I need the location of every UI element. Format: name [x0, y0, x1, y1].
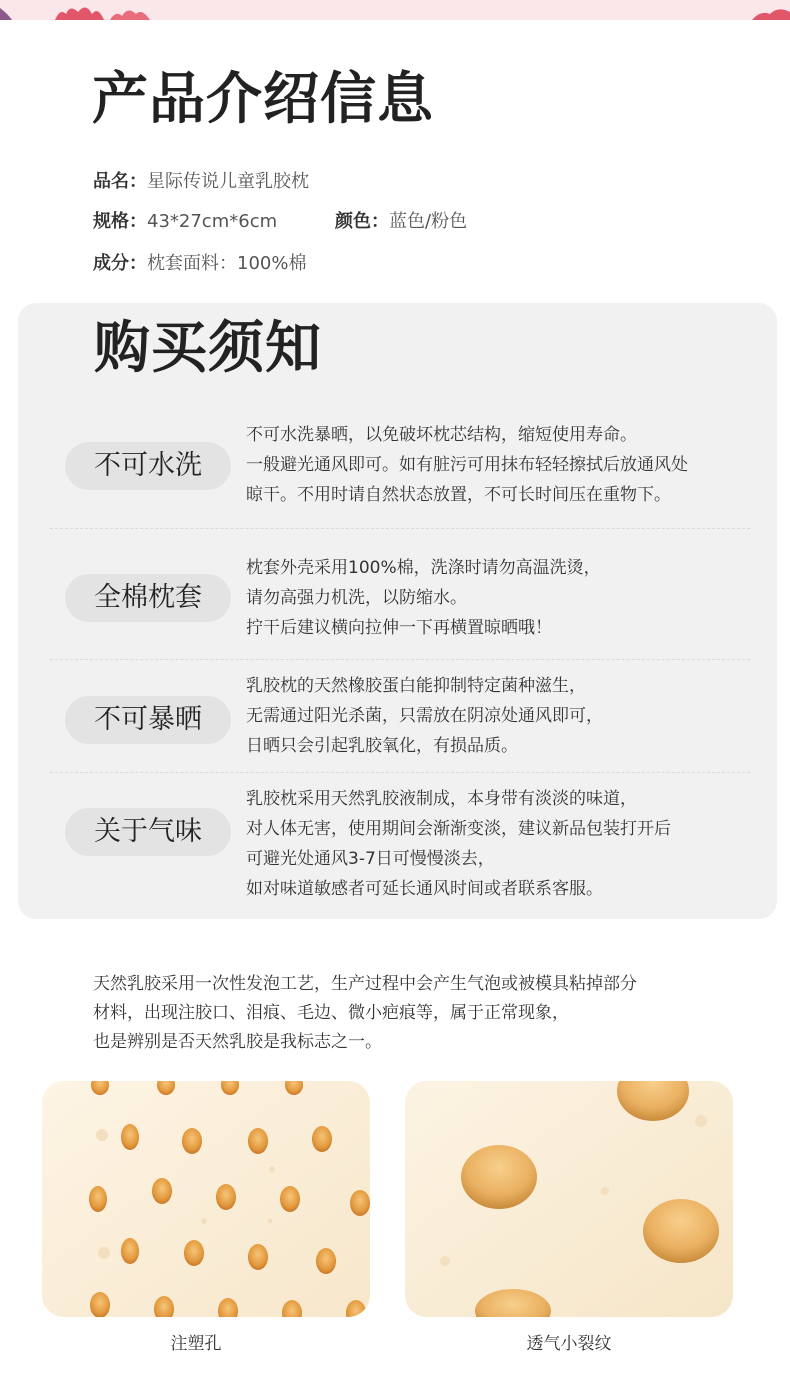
notice-item-text [246, 420, 766, 510]
notice-item-text [246, 671, 766, 761]
notice-text-line: 枕套外壳采用100%棉，洗涤时请勿高温洗烫， [246, 558, 601, 578]
notice-text-line: 对人体无害，使用期间会渐渐变淡，建议新品包装打开后 [246, 819, 671, 839]
notice-tag-pill: 关于气味 [65, 808, 231, 856]
product-spec-line [93, 213, 277, 231]
notice-text-line: 如对味道敏感者可延长通风时间或者联系客服。 [246, 879, 603, 899]
notice-item-text [246, 553, 766, 643]
notice-text-line: 晾干。不用时请自然状态放置，不可长时间压在重物下。 [246, 485, 671, 505]
notice-item-no-wash [50, 420, 750, 520]
intro-line: 也是辨别是否天然乳胶是我标志之一。 [93, 1032, 382, 1052]
notice-text-line: 乳胶枕的天然橡胶蛋白能抑制特定菌种滋生， [246, 676, 586, 696]
notice-tag-pill: 不可水洗 [65, 442, 231, 490]
notice-divider [50, 772, 750, 773]
notice-item-cotton-cover [50, 553, 750, 653]
product-spec-label: 规格： [93, 211, 147, 232]
notice-divider [50, 659, 750, 660]
notice-tag-pill: 全棉枕套 [65, 574, 231, 622]
product-name-line [93, 173, 309, 191]
notice-text-line: 拧干后建议横向拉伸一下再横置晾晒哦！ [246, 618, 552, 638]
product-name-label: 品名： [93, 171, 147, 192]
notice-text-line: 日晒只会引起乳胶氧化，有损品质。 [246, 736, 518, 756]
notice-text-line: 一般避光通风即可。如有脏污可用抹布轻轻擦拭后放通风处 [246, 455, 688, 475]
product-spec-value: 43*27cm*6cm [147, 211, 278, 232]
product-material-line [93, 255, 306, 273]
latex-intro-paragraph [93, 970, 743, 1057]
notice-text-line: 乳胶枕采用天然乳胶液制成，本身带有淡淡的味道， [246, 789, 637, 809]
intro-line: 天然乳胶采用一次性发泡工艺，生产过程中会产生气泡或被模具粘掉部分 [93, 974, 637, 994]
notice-item-no-sun [50, 671, 750, 771]
latex-vent-holes-photo [405, 1081, 733, 1317]
notice-text-line: 无需通过阳光杀菌，只需放在阴凉处通风即可， [246, 706, 603, 726]
latex-pinholes-photo [42, 1081, 370, 1317]
photo-caption-pinholes: 注塑孔 [170, 1334, 222, 1354]
intro-line: 材料，出现注胶口、泪痕、毛边、微小疤痕等，属于正常现象， [93, 1003, 569, 1023]
latex-pinholes-icon [42, 1081, 370, 1317]
product-color-label: 颜色： [335, 211, 389, 232]
latex-vent-holes-icon [405, 1081, 733, 1317]
photo-caption-vent-holes: 透气小裂纹 [526, 1334, 612, 1354]
product-color-line [335, 213, 467, 231]
notice-item-smell [50, 784, 750, 904]
notice-text-line: 可避光处通风3-7日可慢慢淡去， [246, 849, 495, 869]
notice-text-line: 不可水洗暴晒，以免破坏枕芯结构，缩短使用寿命。 [246, 425, 637, 445]
product-material-value: 枕套面料：100%棉 [147, 253, 307, 274]
product-material-label: 成分： [93, 253, 147, 274]
notice-text-line: 请勿高强力机洗，以防缩水。 [246, 588, 467, 608]
notice-tag-pill: 不可暴晒 [65, 696, 231, 744]
notice-divider [50, 528, 750, 529]
top-banner-strip [0, 0, 790, 20]
coral-decoration-icon [0, 0, 790, 20]
product-info-title: 产品介绍信息 [92, 67, 434, 132]
product-color-value: 蓝色/粉色 [389, 211, 468, 232]
purchase-notice-title: 购买须知 [94, 316, 322, 381]
notice-item-text [246, 784, 766, 904]
product-name-value: 星际传说儿童乳胶枕 [147, 171, 309, 192]
